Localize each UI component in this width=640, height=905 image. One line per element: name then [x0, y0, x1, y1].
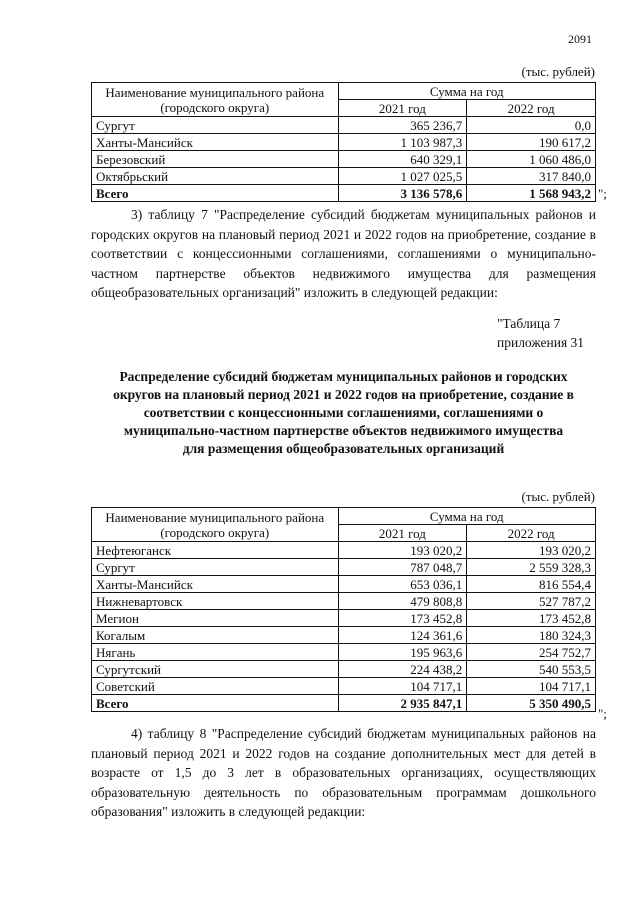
caption-table-7 — [497, 314, 584, 352]
row-name: Октябрьский — [92, 168, 339, 185]
table2-header-name: Наименование муниципального района (городского округа) — [92, 508, 339, 542]
row-value-2021: 365 236,7 — [338, 117, 467, 134]
row-name: Нягань — [92, 644, 339, 661]
table-row — [92, 610, 596, 627]
row-value-2021: 224 438,2 — [338, 661, 467, 678]
row-value-2021: 195 963,6 — [338, 644, 467, 661]
row-value-2022: 173 452,8 — [467, 610, 596, 627]
total-label: Всего — [92, 695, 339, 712]
row-value-2022: 180 324,3 — [467, 627, 596, 644]
row-name: Советский — [92, 678, 339, 695]
table2-header-sum: Сумма на год — [338, 508, 595, 525]
table1-header-name: Наименование муниципального района (городского округа) — [92, 83, 339, 117]
caption-line-2: приложения 31 — [497, 335, 585, 350]
row-value-2021: 104 717,1 — [338, 678, 467, 695]
row-name: Сургут — [92, 117, 339, 134]
row-value-2022: 190 617,2 — [467, 134, 596, 151]
table-row — [92, 134, 596, 151]
row-value-2022: 104 717,1 — [467, 678, 596, 695]
row-name: Нефтеюганск — [92, 542, 339, 559]
table-row — [92, 644, 596, 661]
table-row — [92, 151, 596, 168]
total-value-2021: 3 136 578,6 — [338, 185, 467, 202]
table-row — [92, 117, 596, 134]
table-row — [92, 559, 596, 576]
table1 — [91, 82, 596, 202]
row-name: Нижневартовск — [92, 593, 339, 610]
row-name: Сургутский — [92, 661, 339, 678]
table2-units: (тыс. рублей) — [521, 489, 595, 504]
table2-header-2021: 2021 год — [338, 525, 467, 542]
table-row — [92, 168, 596, 185]
row-value-2021: 787 048,7 — [338, 559, 467, 576]
row-value-2022: 540 553,5 — [467, 661, 596, 678]
row-name: Мегион — [92, 610, 339, 627]
row-value-2021: 193 020,2 — [338, 542, 467, 559]
table-row — [92, 576, 596, 593]
caption-line-1: "Таблица 7 — [497, 316, 561, 331]
table1-header-2022: 2022 год — [467, 100, 596, 117]
table-total-row — [92, 185, 596, 202]
total-value-2022: 5 350 490,5 — [467, 695, 596, 712]
total-label: Всего — [92, 185, 339, 202]
table-row — [92, 627, 596, 644]
row-value-2021: 124 361,6 — [338, 627, 467, 644]
table-row — [92, 593, 596, 610]
table1-header-sum: Сумма на год — [338, 83, 595, 100]
table-row — [92, 678, 596, 695]
row-name: Березовский — [92, 151, 339, 168]
row-value-2022: 527 787,2 — [467, 593, 596, 610]
row-value-2021: 479 808,8 — [338, 593, 467, 610]
row-value-2022: 193 020,2 — [467, 542, 596, 559]
row-value-2021: 1 103 987,3 — [338, 134, 467, 151]
table-row — [92, 661, 596, 678]
table1-closing-quote: "; — [598, 186, 607, 201]
row-value-2021: 173 452,8 — [338, 610, 467, 627]
row-value-2022: 0,0 — [467, 117, 596, 134]
row-value-2022: 1 060 486,0 — [467, 151, 596, 168]
row-value-2022: 2 559 328,3 — [467, 559, 596, 576]
table2-header-2022: 2022 год — [467, 525, 596, 542]
row-value-2021: 653 036,1 — [338, 576, 467, 593]
table2-title: Распределение субсидий бюджетам муниципальных районов и городских округов на плановый период 2021 и 2022 годов на приобретение, создание в соответствии с концессионными соглашениями, соглашениями о муниципально-частном партнерстве объектов недвижимого имущества для размещения общеобразовательных организаций — [113, 369, 574, 456]
paragraph-4: 4) таблицу 8 "Распределение субсидий бюджетам муниципальных районов на плановый период 2021 и 2022 годов на создание дополнительных мест для детей в возрасте от 1,5 до 3 лет в образовательных организациях, осуществляющих образовательную деятельность по образовательным программам дошкольного образования" изложить в следующей редакции: — [91, 726, 596, 819]
total-value-2021: 2 935 847,1 — [338, 695, 467, 712]
row-name: Ханты-Мансийск — [92, 134, 339, 151]
total-value-2022: 1 568 943,2 — [467, 185, 596, 202]
table1-header-2021: 2021 год — [338, 100, 467, 117]
row-value-2022: 317 840,0 — [467, 168, 596, 185]
table1-units: (тыс. рублей) — [521, 64, 595, 79]
page-number: 2091 — [568, 32, 592, 46]
row-value-2021: 1 027 025,5 — [338, 168, 467, 185]
table-total-row — [92, 695, 596, 712]
row-name: Сургут — [92, 559, 339, 576]
table2-closing-quote: "; — [598, 706, 607, 721]
table-row — [92, 542, 596, 559]
paragraph-3: 3) таблицу 7 "Распределение субсидий бюджетам муниципальных районов и городских округов на плановый период 2021 и 2022 годов на приобретение, создание в соответствии с концессионными соглашениями, соглашениями о муниципально-частном партнерстве объектов недвижимого имущества для размещения общеобразовательных организаций" изложить в следующей редакции: — [91, 207, 596, 300]
row-name: Ханты-Мансийск — [92, 576, 339, 593]
table2 — [91, 507, 596, 712]
row-value-2021: 640 329,1 — [338, 151, 467, 168]
row-value-2022: 254 752,7 — [467, 644, 596, 661]
row-value-2022: 816 554,4 — [467, 576, 596, 593]
row-name: Когалым — [92, 627, 339, 644]
